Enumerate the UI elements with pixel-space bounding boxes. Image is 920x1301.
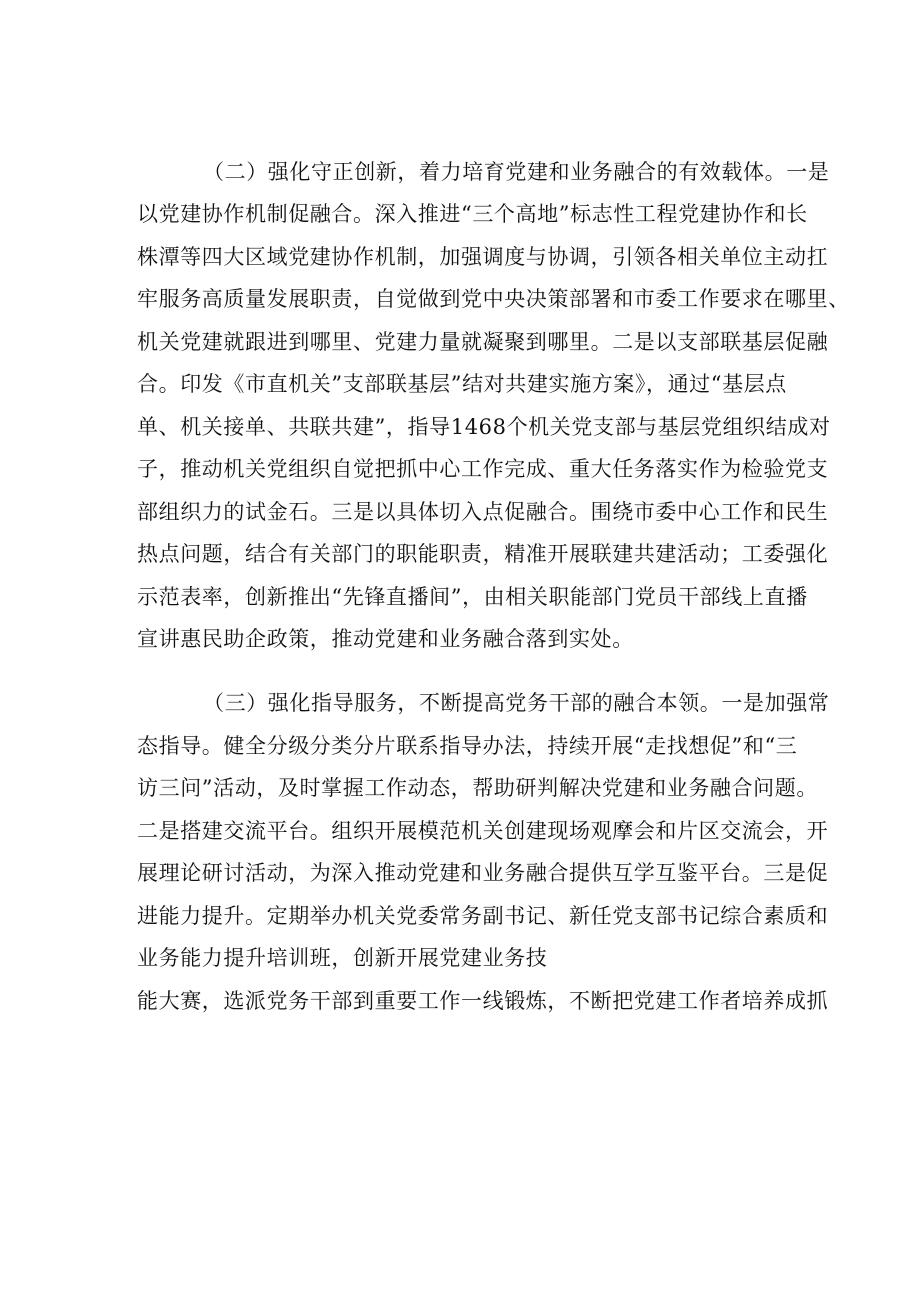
paragraph-3-line-8: 能大赛，选派党务干部到重要工作一线锻炼，不断把党建工作者培养成抓 <box>137 989 829 1013</box>
paragraph-2-line-9: 部组织力的试金石。三是以具体切入点促融合。围绕市委中心工作和民生 <box>137 500 829 524</box>
paragraph-2-line-8: 子，推动机关党组织自觉把抓中心工作完成、重大任务落实作为检验党支 <box>137 457 829 481</box>
paragraph-2-line-5: 机关党建就跟进到哪里、党建力量就凝聚到哪里。二是以支部联基层促融 <box>137 330 829 354</box>
paragraph-2-line-2: 以党建协作机制促融合。深入推进“三个高地”标志性工程党建协作和长 <box>137 202 808 226</box>
paragraph-2-line-3: 株潭等四大区域党建协作机制，加强调度与协调，引领各相关单位主动扛 <box>137 245 829 269</box>
paragraph-3-line-1: （三）强化指导服务，不断提高党务干部的融合本领。一是加强常 <box>203 691 830 715</box>
paragraph-3-line-2: 态指导。健全分级分类分片联系指导办法，持续开展“走找想促”和“三 <box>137 734 798 758</box>
paragraph-2-line-1: （二）强化守正创新，着力培育党建和业务融合的有效载体。一是 <box>203 160 830 184</box>
paragraph-3-line-6: 进能力提升。定期举办机关党委常务副书记、新任党支部书记综合素质和 <box>137 904 829 928</box>
paragraph-2-line-12: 宣讲惠民助企政策，推动党建和业务融合落到实处。 <box>137 627 634 651</box>
paragraph-3-line-7: 业务能力提升培训班，创新开展党建业务技 <box>137 946 548 970</box>
paragraph-2-line-11: 示范表率，创新推出“先锋直播间”，由相关职能部门党员干部线上直播 <box>137 585 808 609</box>
paragraph-2-line-6: 合。印发《市直机关”支部联基层”结对共建实施方案》，通过“基层点 <box>137 372 787 396</box>
paragraph-3-line-4: 二是搭建交流平台。组织开展模范机关创建现场观摩会和片区交流会，开 <box>137 819 829 843</box>
paragraph-2-line-10: 热点问题，结合有关部门的职能职责，精准开展联建共建活动；工委强化 <box>137 542 829 566</box>
paragraph-2-line-7: 单、机关接单、共联共建”，指导1468个机关党支部与基层党组织结成对 <box>137 415 831 439</box>
paragraph-2-line-4: 牢服务高质量发展职责，自觉做到党中央决策部署和市委工作要求在哪里、 <box>137 287 850 311</box>
paragraph-3-line-3: 访三问”活动，及时掌握工作动态，帮助研判解决党建和业务融合问题。 <box>137 776 818 800</box>
paragraph-3-line-5: 展理论研讨活动，为深入推动党建和业务融合提供互学互鉴平台。三是促 <box>137 861 829 885</box>
